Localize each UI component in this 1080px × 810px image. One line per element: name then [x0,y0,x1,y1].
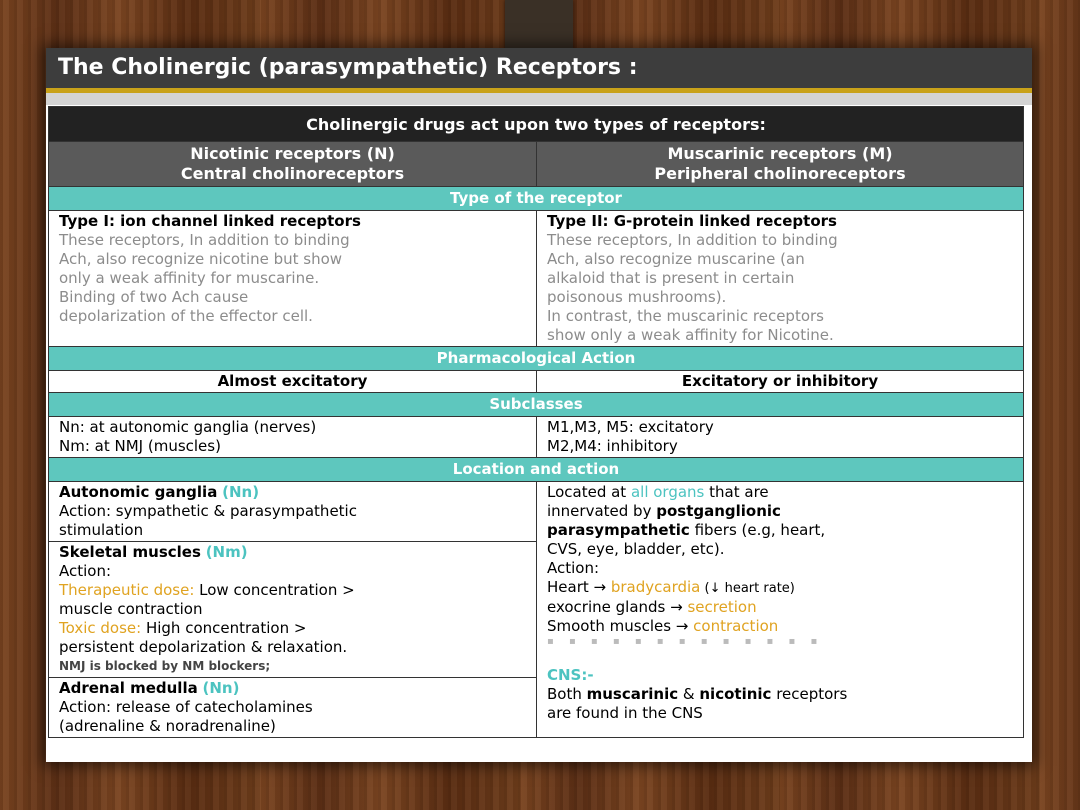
adrenal-title: Adrenal medulla [59,679,198,697]
faded-line: ▪ ▪ ▪ ▪ ▪ ▪ ▪ ▪ ▪ ▪ ▪ ▪ ▪ [547,636,824,647]
heart-label: Heart → [547,578,611,596]
section-pharm: Pharmacological Action [49,347,1024,371]
glands-effect: secretion [687,598,757,616]
smooth-label: Smooth muscles → [547,617,694,635]
adrenal-line1: Action: release of catecholamines [59,698,313,716]
skeletal-title: Skeletal muscles [59,543,201,561]
nicotinic-type-line: Ach, also recognize nicotine but show [59,250,343,268]
section-subclasses: Subclasses [49,393,1024,417]
nicotinic-location-list [49,482,536,737]
nicotinic-location-cell [49,482,537,738]
nicotinic-header-line2: Central cholinoreceptors [180,164,405,183]
skeletal-action: Action: [59,562,112,580]
m-loc-2b: postganglionic [656,502,781,520]
spacer [547,648,1013,666]
subclass-m-inhibitory: M2,M4: inhibitory [547,437,678,455]
cns-label: CNS:- [547,666,594,684]
muscarinic-pharm: Excitatory or inhibitory [537,371,1024,393]
m-loc-4: CVS, eye, bladder, etc). [547,540,725,558]
therapeutic-text2: muscle contraction [59,600,203,618]
ganglia-title: Autonomic ganglia [59,483,218,501]
muscarinic-type-line: Ach, also recognize muscarine (an [547,250,805,268]
nicotinic-header-line1: Nicotinic receptors (N) [190,144,395,163]
muscarinic-type-cell [537,211,1024,347]
nicotinic-subclasses [49,417,537,458]
m-loc-2a: innervated by [547,502,657,520]
receptors-table [48,106,1024,738]
section-type: Type of the receptor [49,187,1024,211]
m-loc-1a: Located at [547,483,631,501]
m-loc-3b: fibers (e.g, heart, [689,521,826,539]
adrenal-line2: (adrenaline & noradrenaline) [59,717,276,735]
muscarinic-type-line: In contrast, the muscarinic receptors [547,307,824,325]
nicotinic-type-line: depolarization of the effector cell. [59,307,313,325]
muscarinic-subclasses [537,417,1024,458]
location-skeletal [49,542,536,678]
heart-effect: bradycardia [610,578,701,596]
glands-label: exocrine glands → [547,598,688,616]
ganglia-tag: (Nn) [222,483,260,501]
cns-2: are found in the CNS [547,704,703,722]
cns-1a: Both [547,685,587,703]
nicotinic-type-line: Binding of two Ach cause [59,288,249,306]
smooth-effect: contraction [693,617,779,635]
nicotinic-type-heading: Type I: ion channel linked receptors [59,212,361,230]
muscarinic-type-line: show only a weak affinity for Nicotine. [547,326,834,344]
m-loc-action: Action: [547,559,600,577]
location-ganglia [49,482,536,542]
muscarinic-type-line: alkaloid that is present in certain [547,269,795,287]
heart-note: (↓ heart rate) [700,581,795,596]
nicotinic-type-cell [49,211,537,347]
table-header: Cholinergic drugs act upon two types of receptors: [49,107,1024,142]
ganglia-line2: stimulation [59,521,144,539]
m-loc-1b: all organs [630,483,705,501]
toxic-text2: persistent depolarization & relaxation. [59,638,348,656]
nmj-note: NMJ is blocked by NM blockers; [59,659,271,673]
nicotinic-header [49,142,537,187]
muscarinic-type-line: These receptors, In addition to binding [547,231,838,249]
slide-title: The Cholinergic (parasympathetic) Receptors : [46,48,1032,88]
muscarinic-type-heading: Type II: G-protein linked receptors [547,212,837,230]
adrenal-tag: (Nn) [202,679,240,697]
skeletal-tag: (Nm) [205,543,248,561]
muscarinic-header-line1: Muscarinic receptors (M) [667,144,893,163]
binder-clip [505,0,573,50]
subclass-nm: Nm: at NMJ (muscles) [59,437,221,455]
cns-1d: nicotinic [699,685,772,703]
section-location: Location and action [49,458,1024,482]
location-adrenal [49,678,536,738]
nicotinic-pharm: Almost excitatory [49,371,537,393]
ganglia-line1: Action: sympathetic & parasympathetic [59,502,357,520]
cns-1e: receptors [771,685,848,703]
nicotinic-type-line: These receptors, In addition to binding [59,231,350,249]
cns-1b: muscarinic [586,685,679,703]
subclass-m-excitatory: M1,M3, M5: excitatory [547,418,714,436]
nicotinic-type-line: only a weak affinity for muscarine. [59,269,320,287]
title-strip [46,93,1032,105]
slide [46,48,1032,762]
muscarinic-location-cell [537,482,1024,738]
muscarinic-type-line: poisonous mushrooms). [547,288,727,306]
therapeutic-text: Low concentration > [194,581,355,599]
muscarinic-header [537,142,1024,187]
muscarinic-header-line2: Peripheral cholinoreceptors [654,164,906,183]
therapeutic-label: Therapeutic dose: [59,581,195,599]
cns-1c: & [678,685,700,703]
toxic-label: Toxic dose: [59,619,142,637]
m-loc-1c: that are [704,483,769,501]
m-loc-3a: parasympathetic [547,521,690,539]
subclass-nn: Nn: at autonomic ganglia (nerves) [59,418,317,436]
toxic-text: High concentration > [141,619,307,637]
